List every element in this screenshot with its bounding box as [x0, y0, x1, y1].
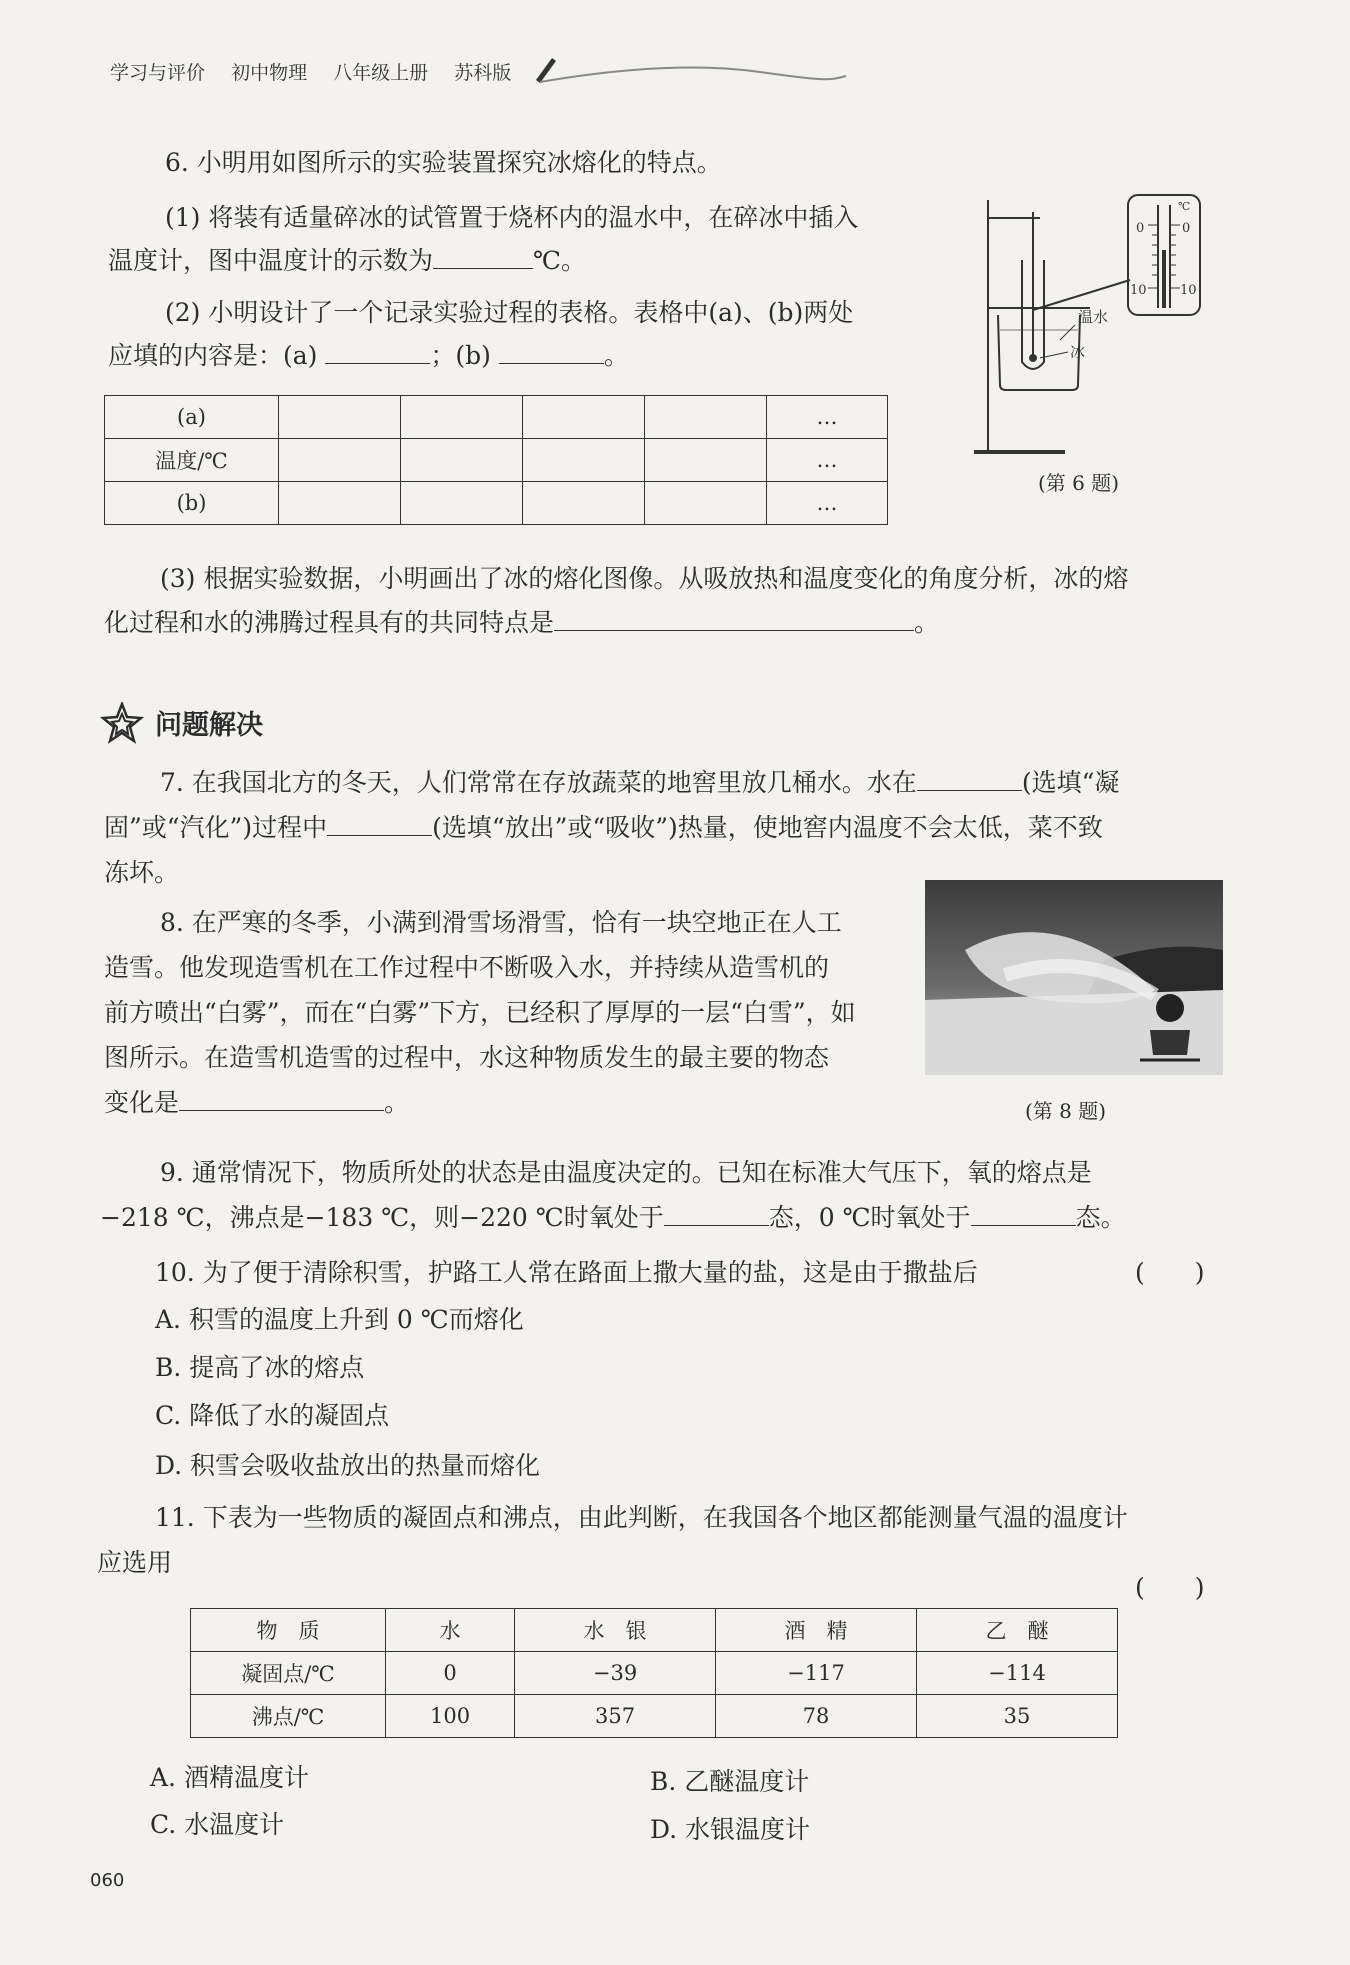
table-cell [645, 396, 767, 439]
q6-part2-text-b: ；(b) [430, 341, 491, 370]
table-cell: −114 [916, 1652, 1117, 1695]
table-cell: 35 [916, 1695, 1117, 1738]
table-header-cell: 物 质 [191, 1609, 386, 1652]
fig-ice-label: 冰 [1070, 343, 1086, 361]
q9-text-b: 态，0 ℃时氧处于 [768, 1203, 971, 1232]
table-cell: −39 [515, 1652, 716, 1695]
q6-blank-a[interactable] [325, 333, 430, 364]
table-header-row [191, 1609, 1118, 1652]
q8-blank[interactable] [179, 1080, 384, 1111]
q10-answer-paren[interactable]: ( ) [1135, 1258, 1205, 1287]
q10-option-d[interactable]: D. 积雪会吸收盐放出的热量而熔化 [155, 1451, 541, 1480]
q9-blank-1[interactable] [664, 1195, 769, 1226]
q11-line2: 应选用 [97, 1548, 173, 1577]
q6-apparatus-figure [970, 190, 1210, 465]
q8-line1: 8. 在严寒的冬季，小满到滑雪场滑雪，恰有一块空地正在人工 [160, 908, 842, 937]
q6-part1-unit: ℃。 [533, 246, 586, 275]
q7-text-d: (选填“放出”或“吸收”)热量，使地窖内温度不会太低，菜不致 [432, 813, 1103, 842]
header-book: 学习与评价 [110, 62, 206, 84]
q6-part3-text: 化过程和水的沸腾过程具有的共同特点是 [104, 608, 555, 637]
q6-part2-line2 [108, 333, 629, 378]
q9-text-a: −218 ℃，沸点是−183 ℃，则−220 ℃时氧处于 [100, 1203, 664, 1232]
q6-blank-b[interactable] [499, 333, 604, 364]
q6-part1-line2 [108, 238, 586, 283]
q7-blank-2[interactable] [327, 805, 432, 836]
table-cell [279, 439, 401, 482]
q6-record-table [104, 395, 888, 525]
q8-text: 变化是 [104, 1088, 180, 1117]
table-row [105, 482, 888, 525]
q8-figure-caption: (第 8 题) [1025, 1099, 1107, 1123]
table-header-cell: 水 银 [515, 1609, 716, 1652]
q9-blank-2[interactable] [971, 1195, 1076, 1226]
q11-option-c[interactable]: C. 水温度计 [150, 1810, 285, 1839]
table-cell [401, 439, 523, 482]
q7-text-c: 固”或“汽化”)过程中 [104, 813, 328, 842]
snow-machine-photo [925, 880, 1223, 1075]
table-header-cell: 乙 醚 [916, 1609, 1117, 1652]
q7-line1 [160, 760, 1119, 805]
q6-part2-end: 。 [603, 341, 629, 370]
q6-part2-text: 应填的内容是：(a) [108, 341, 318, 370]
table-cell-ellipsis: … [767, 439, 888, 482]
q6-part3-line2 [104, 600, 939, 645]
table-row [105, 439, 888, 482]
q9-line2 [100, 1195, 1126, 1240]
table-cell [523, 396, 645, 439]
header-edition: 苏科版 [454, 62, 512, 84]
header-pen-decoration-icon [530, 50, 850, 90]
q6-part2-line1: (2) 小明设计了一个记录实验过程的表格。表格中(a)、(b)两处 [165, 298, 854, 327]
table-cell [523, 439, 645, 482]
q7-text-b: (选填“凝 [1021, 768, 1120, 797]
page-number: 060 [90, 1870, 125, 1891]
q8-end: 。 [384, 1088, 410, 1117]
table-cell [645, 439, 767, 482]
q11-option-a[interactable]: A. 酒精温度计 [150, 1763, 309, 1792]
table-cell [401, 396, 523, 439]
table-cell [279, 396, 401, 439]
table-row [191, 1652, 1118, 1695]
table-row [191, 1695, 1118, 1738]
q6-part1-text: 温度计，图中温度计的示数为 [108, 246, 434, 275]
table-cell: 78 [716, 1695, 917, 1738]
q8-line3: 前方喷出“白雾”，而在“白雾”下方，已经积了厚厚的一层“白雪”，如 [104, 998, 856, 1027]
q8-line5 [104, 1080, 409, 1125]
header-grade: 八年级上册 [333, 62, 429, 84]
fig-warm-water-label: 温水 [1078, 308, 1109, 326]
section-title: 问题解决 [155, 710, 263, 741]
q10-option-c[interactable]: C. 降低了水的凝固点 [155, 1401, 390, 1430]
q6-part3-line1: (3) 根据实验数据，小明画出了冰的熔化图像。从吸放热和温度变化的角度分析，冰的熔 [160, 564, 1129, 593]
header-subject: 初中物理 [231, 62, 308, 84]
q8-line4: 图所示。在造雪机造雪的过程中，水这种物质发生的最主要的物态 [104, 1043, 830, 1072]
q9-text-c: 态。 [1075, 1203, 1126, 1232]
star-section-icon [100, 702, 144, 744]
fig-ten-right-label: 10 [1180, 283, 1197, 298]
q6-part1-line1: (1) 将装有适量碎冰的试管置于烧杯内的温水中，在碎冰中插入 [165, 203, 859, 232]
q10-option-b[interactable]: B. 提高了冰的熔点 [155, 1353, 365, 1382]
q6-figure-caption: (第 6 题) [1038, 471, 1120, 495]
q10-option-a[interactable]: A. 积雪的温度上升到 0 ℃而熔化 [155, 1305, 524, 1334]
q6-thermometer-blank[interactable] [433, 238, 533, 269]
page-header [110, 58, 531, 85]
table-cell [523, 482, 645, 525]
q7-line2 [104, 805, 1103, 850]
q11-option-b[interactable]: B. 乙醚温度计 [650, 1767, 810, 1796]
q6-common-feature-blank[interactable] [554, 600, 914, 631]
q10-stem: 10. 为了便于清除积雪，护路工人常在路面上撒大量的盐，这是由于撒盐后 [155, 1258, 978, 1287]
table-cell-ellipsis: … [767, 482, 888, 525]
table-cell: 沸点/℃ [191, 1695, 386, 1738]
q6-part3-end: 。 [914, 608, 940, 637]
q11-option-d[interactable]: D. 水银温度计 [650, 1815, 811, 1844]
q11-line1: 11. 下表为一些物质的凝固点和沸点，由此判断，在我国各个地区都能测量气温的温度计 [155, 1503, 1128, 1532]
table-header-cell: 酒 精 [716, 1609, 917, 1652]
table-cell [645, 482, 767, 525]
table-row [105, 396, 888, 439]
table-cell-ellipsis: … [767, 396, 888, 439]
table-cell [279, 482, 401, 525]
q9-line1: 9. 通常情况下，物质所处的状态是由温度决定的。已知在标准大气压下，氧的熔点是 [160, 1158, 1092, 1187]
table-cell-row-label: 温度/℃ [105, 439, 279, 482]
fig-zero-right-label: 0 [1182, 221, 1191, 236]
table-cell: 0 [386, 1652, 515, 1695]
fig-zero-left-label: 0 [1136, 221, 1145, 236]
fig-ten-left-label: 10 [1130, 283, 1147, 298]
q7-blank-1[interactable] [917, 760, 1022, 791]
table-cell-row-label: (a) [105, 396, 279, 439]
table-cell [401, 482, 523, 525]
table-cell: 100 [386, 1695, 515, 1738]
q7-text-a: 7. 在我国北方的冬天，人们常常在存放蔬菜的地窖里放几桶水。水在 [160, 768, 917, 797]
table-cell: 357 [515, 1695, 716, 1738]
table-cell-row-label: (b) [105, 482, 279, 525]
q6-stem: 6. 小明用如图所示的实验装置探究冰熔化的特点。 [165, 148, 722, 177]
q8-line2: 造雪。他发现造雪机在工作过程中不断吸入水，并持续从造雪机的 [104, 953, 830, 982]
fig-unit-label: ℃ [1178, 200, 1191, 213]
table-cell: −117 [716, 1652, 917, 1695]
table-cell: 凝固点/℃ [191, 1652, 386, 1695]
q11-answer-paren[interactable]: ( ) [1135, 1573, 1205, 1602]
table-header-cell: 水 [386, 1609, 515, 1652]
q11-substance-table [190, 1608, 1118, 1738]
q7-line3: 冻坏。 [104, 858, 180, 887]
